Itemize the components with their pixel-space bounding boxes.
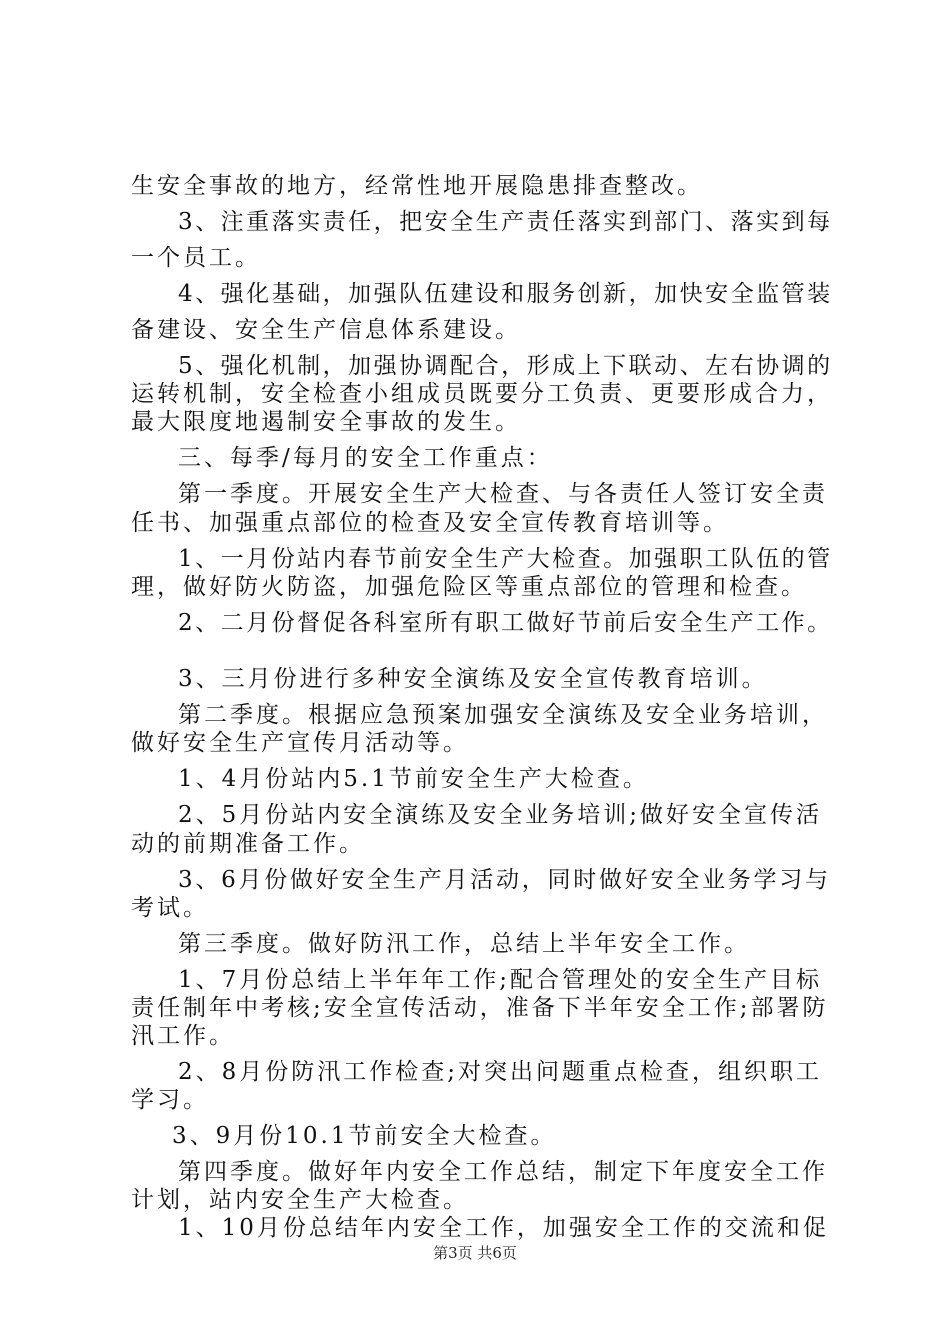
text-line: 理，做好防火防盗，加强危险区等重点部位的管理和检查。 — [131, 574, 807, 600]
text-line: 学习。 — [131, 1087, 209, 1113]
text-line: 一个员工。 — [131, 245, 261, 271]
text-line: 3、三月份进行多种安全演练及安全宣传教育培训。 — [178, 666, 768, 692]
text-line: 3、注重落实责任，把安全生产责任落实到部门、落实到每 — [178, 209, 833, 235]
text-line: 第二季度。根据应急预案加强安全演练及安全业务培训， — [178, 702, 828, 728]
text-line: 最大限度地遏制安全事故的发生。 — [131, 409, 521, 435]
text-line: 1、4月份站内5.1节前安全生产大检查。 — [178, 766, 649, 792]
text-line: 3、6月份做好安全生产月活动，同时做好安全业务学习与 — [178, 867, 831, 893]
text-line: 考试。 — [131, 895, 209, 921]
text-line: 动的前期准备工作。 — [131, 831, 365, 857]
text-line: 运转机制，安全检查小组成员既要分工负责、更要形成合力， — [131, 381, 833, 407]
text-line: 做好安全生产宣传月活动等。 — [131, 730, 469, 756]
text-line: 2、二月份督促各科室所有职工做好节前后安全生产工作。 — [178, 610, 833, 636]
text-line: 任书、加强重点部位的检查及安全宣传教育培训等。 — [131, 510, 729, 536]
text-line: 责任制年中考核;安全宣传活动，准备下半年安全工作;部署防 — [131, 995, 829, 1021]
text-line: 第四季度。做好年内安全工作总结，制定下年度安全工作 — [178, 1159, 828, 1185]
text-line: 5、强化机制，加强协调配合，形成上下联动、左右协调的 — [178, 353, 833, 379]
page-number: 第3页 共6页 — [433, 1244, 517, 1262]
text-line: 3、9月份10.1节前安全大检查。 — [172, 1123, 557, 1149]
text-line: 2、5月份站内安全演练及安全业务培训;做好安全宣传活 — [178, 802, 823, 828]
text-line: 1、一月份站内春节前安全生产大检查。加强职工队伍的管 — [178, 546, 833, 572]
text-line: 第三季度。做好防汛工作，总结上半年安全工作。 — [178, 931, 750, 957]
text-line: 1、10月份总结年内安全工作，加强安全工作的交流和促 — [178, 1215, 829, 1241]
text-line: 计划，站内安全生产大检查。 — [131, 1187, 469, 1213]
text-line: 1、7月份总结上半年年工作;配合管理处的安全生产目标 — [178, 967, 823, 993]
section-heading: 三、每季/每月的安全工作重点： — [178, 445, 553, 471]
text-line: 2、8月份防汛工作检查;对突出问题重点检查，组织职工 — [178, 1059, 823, 1085]
text-line: 4、强化基础，加强队伍建设和服务创新，加快安全监管装 — [178, 281, 833, 307]
text-line: 备建设、安全生产信息体系建设。 — [131, 317, 521, 343]
text-line: 第一季度。开展安全生产大检查、与各责任人签订安全责 — [178, 481, 828, 507]
text-line: 生安全事故的地方，经常性地开展隐患排查整改。 — [131, 173, 703, 199]
text-line: 汛工作。 — [131, 1023, 235, 1049]
